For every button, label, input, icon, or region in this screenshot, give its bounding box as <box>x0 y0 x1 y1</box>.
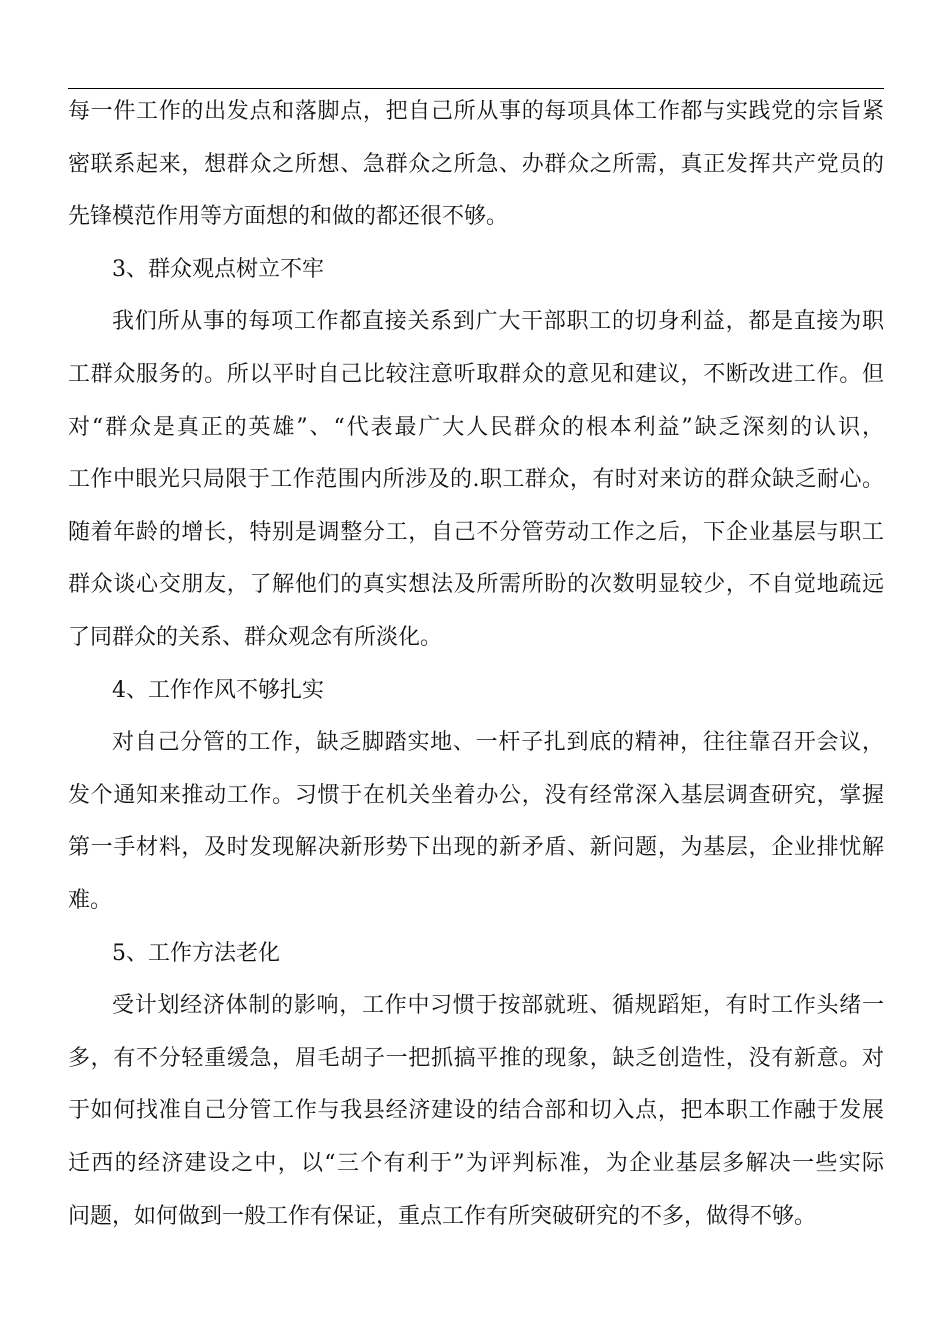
section-heading: 4、工作作风不够扎实 <box>112 677 324 703</box>
text-line: 先锋模范作用等方面想的和做的都还很不够。 <box>68 204 509 230</box>
text-line: 多，有不分轻重缓急，眉毛胡子一把抓搞平推的现象，缺乏创造性，没有新意。对 <box>68 1045 884 1071</box>
text-line: 群众谈心交朋友，了解他们的真实想法及所需所盼的次数明显较少，不自觉地疏远 <box>68 572 884 598</box>
text-line: 工群众服务的。所以平时自己比较注意听取群众的意见和建议，不断改进工作。但 <box>68 362 884 387</box>
text-line: 密联系起来，想群众之所想、急群众之所急、办群众之所需，真正发挥共产党员的 <box>68 151 884 177</box>
section-heading: 3、群众观点树立不牢 <box>112 256 324 282</box>
document-page <box>68 0 884 1344</box>
text-line: 对“群众是真正的英雄”、“代表最广大人民群众的根本利益”缺乏深刻的认识， <box>68 414 884 440</box>
text-line: 迁西的经济建设之中，以“三个有利于”为评判标准，为企业基层多解决一些实际 <box>68 1151 884 1176</box>
text-line: 难。 <box>68 888 113 913</box>
text-line: 第一手材料，及时发现解决新形势下出现的新矛盾、新问题，为基层，企业排忧解 <box>68 835 884 861</box>
text-line: 于如何找准自己分管工作与我县经济建设的结合部和切入点，把本职工作融于发展 <box>68 1098 884 1124</box>
text-line: 我们所从事的每项工作都直接关系到广大干部职工的切身利益，都是直接为职 <box>112 309 884 335</box>
section-heading: 5、工作方法老化 <box>112 940 280 966</box>
text-line: 每一件工作的出发点和落脚点，把自己所从事的每项具体工作都与实践党的宗旨紧 <box>68 99 884 124</box>
text-line: 了同群众的关系、群众观念有所淡化。 <box>68 625 443 650</box>
text-line: 随着年龄的增长，特别是调整分工，自己不分管劳动工作之后，下企业基层与职工 <box>68 519 884 545</box>
text-line: 问题，如何做到一般工作有保证，重点工作有所突破研究的不多，做得不够。 <box>68 1203 817 1229</box>
text-line: 对自己分管的工作，缺乏脚踏实地、一杆子扎到底的精神，往往靠召开会议， <box>112 730 884 756</box>
text-line: 发个通知来推动工作。习惯于在机关坐着办公，没有经常深入基层调查研究，掌握 <box>68 782 884 808</box>
text-line: 受计划经济体制的影响，工作中习惯于按部就班、循规蹈矩，有时工作头绪一 <box>112 993 884 1019</box>
text-line: 工作中眼光只局限于工作范围内所涉及的.职工群众，有时对来访的群众缺乏耐心。 <box>68 467 884 493</box>
header-rule <box>68 88 884 89</box>
